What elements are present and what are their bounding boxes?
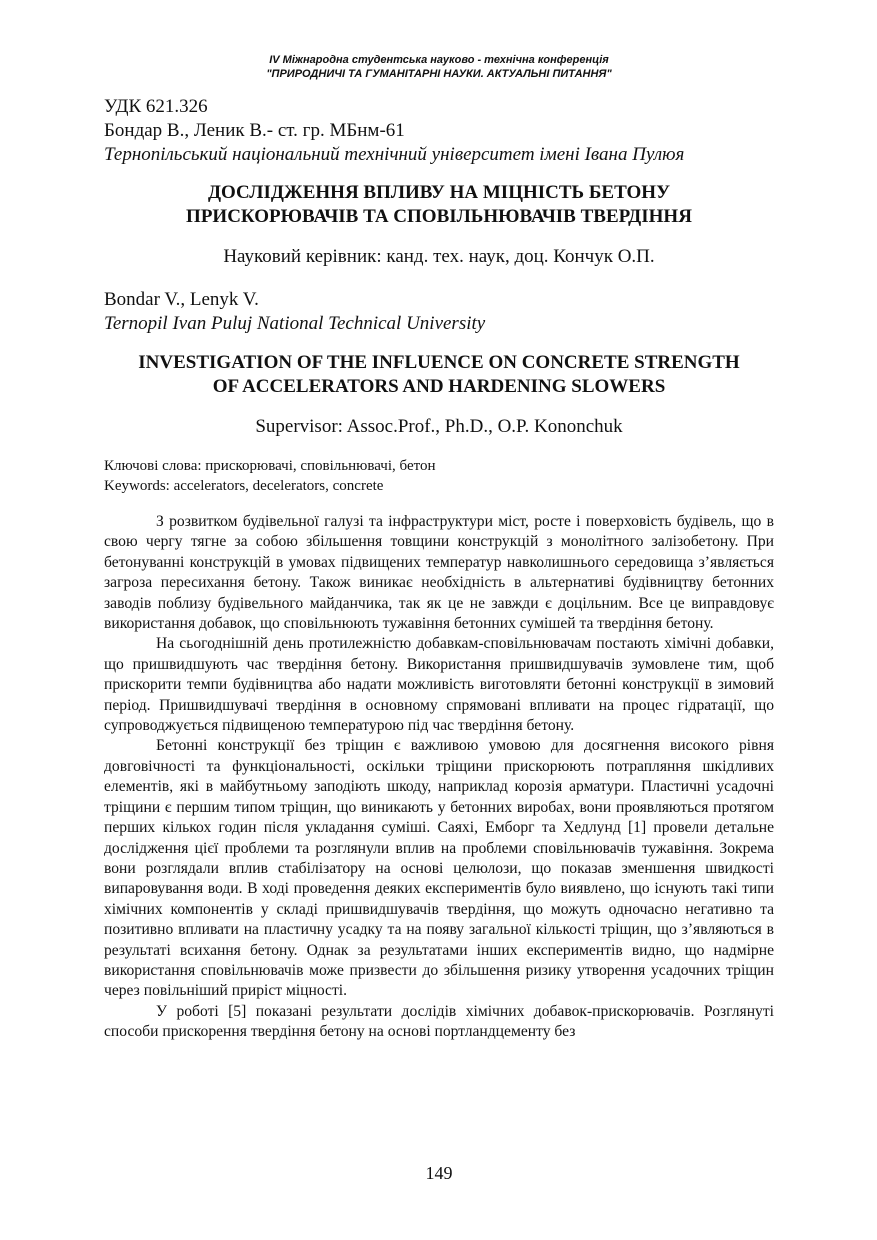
title-uk-line2: ПРИСКОРЮВАЧІВ ТА СПОВІЛЬНЮВАЧІВ ТВЕРДІННЯ (186, 206, 692, 227)
title-en-line2: OF ACCELERATORS AND HARDENING SLOWERS (212, 376, 666, 397)
document-page (104, 0, 774, 1240)
paragraph: З розвитком будівельної галузі та інфраструктури міст, росте і поверховість будівель, що в свою чергу тягне за собою збільшення товщини конструкцій з монолітного залізобетону. При бетонуванні конструкцій в умовах підвищених температур навколишнього середовища з’являється загроза пересихання бетону. Також виникає необхідність в альтернативі будівництву бетонних заводів поблизу будівельного майданчика, так як це не завжди є доцільним. Все це виправдовує використання добавок, що сповільнюють тужавіння бетонних сумішей та твердіння бетону. (104, 513, 774, 633)
keywords-en: Keywords: accelerators, decelerators, concrete (104, 478, 384, 494)
authors-en: Bondar V., Lenyk V. (104, 289, 259, 310)
conference-header-line1: IV Міжнародна студентська науково - технічна конференція (269, 54, 609, 66)
page-number: 149 (425, 1163, 453, 1183)
paragraph: Бетонні конструкції без тріщин є важливою умовою для досягнення високого рівня довговічності та функціональності, оскільки тріщини прискорюють потрапляння шкідливих елементів, які в майбутньому заподіють шкоду, наприклад корозія арматури. Пластичні усадочні тріщини є першим типом тріщин, що виникають у бетонних виробах, вони проявляються протягом перших кількох годин після укладання суміші. Саяхі, Емборг та Хедлунд [1] провели детальне дослідження цієї проблеми та розглянули вплив на проблеми сповільнювачів тужавіння. Зокрема вони розглядали вплив стабілізатору на основі целюлози, що показав зменшення швидкості випаровування води. В ході проведення деяких експериментів було виявлено, що існують такі типи хімічних компонентів у складі пришвидшувачів твердіння, що можуть одночасно негативно та позитивно впливати на пластичну усадку та на появу загальної кількості тріщин, що з’являються в результаті всихання бетону. Однак за результатами інших експериментів видно, що надмірне використання сповільнювачів може призвести до збільшення ризику утворення усадочних тріщин через повільніший приріст міцності. (104, 737, 774, 1000)
title-uk (104, 181, 774, 229)
authors-uk: Бондар В., Леник В.- ст. гр. МБнм-61 (104, 120, 405, 141)
affiliation-uk: Тернопільський національний технічний університет імені Івана Пулюя (104, 144, 685, 165)
udc-code: УДК 621.326 (104, 96, 208, 117)
paragraph: У роботі [5] показані результати дослідів хімічних добавок-прискорювачів. Розглянуті способи прискорення твердіння бетону на основі портландцементу без (104, 1002, 774, 1041)
keywords-uk: Ключові слова: прискорювачі, сповільнювачі, бетон (104, 458, 436, 474)
affiliation-en: Ternopil Ivan Puluj National Technical University (104, 313, 486, 334)
title-en (104, 351, 774, 399)
title-en-line1: INVESTIGATION OF THE INFLUENCE ON CONCRETE STRENGTH (138, 352, 740, 373)
supervisor-uk: Науковий керівник: канд. тех. наук, доц. Кончук О.П. (223, 246, 655, 267)
conference-header-line2: "ПРИРОДНИЧІ ТА ГУМАНІТАРНІ НАУКИ. АКТУАЛЬНІ ПИТАННЯ" (266, 68, 612, 80)
title-uk-line1: ДОСЛІДЖЕННЯ ВПЛИВУ НА МІЦНІСТЬ БЕТОНУ (207, 182, 671, 203)
supervisor-en: Supervisor: Assoc.Prof., Ph.D., O.P. Kononchuk (255, 416, 623, 437)
paragraph: На сьогоднішній день протилежністю добавкам-сповільнювачам постають хімічні добавки, що пришвидшують час твердіння бетону. Використання пришвидшувачів зумовлене тим, щоб прискорити темпи будівництва або надати можливість виготовляти бетонні конструкції в зимовий період. Пришвидшувачі твердіння в основному спрямовані впливати на процес гідратації, що супроводжується підвищеною температурою під час твердіння бетону. (104, 635, 774, 735)
body-text (104, 512, 774, 1043)
